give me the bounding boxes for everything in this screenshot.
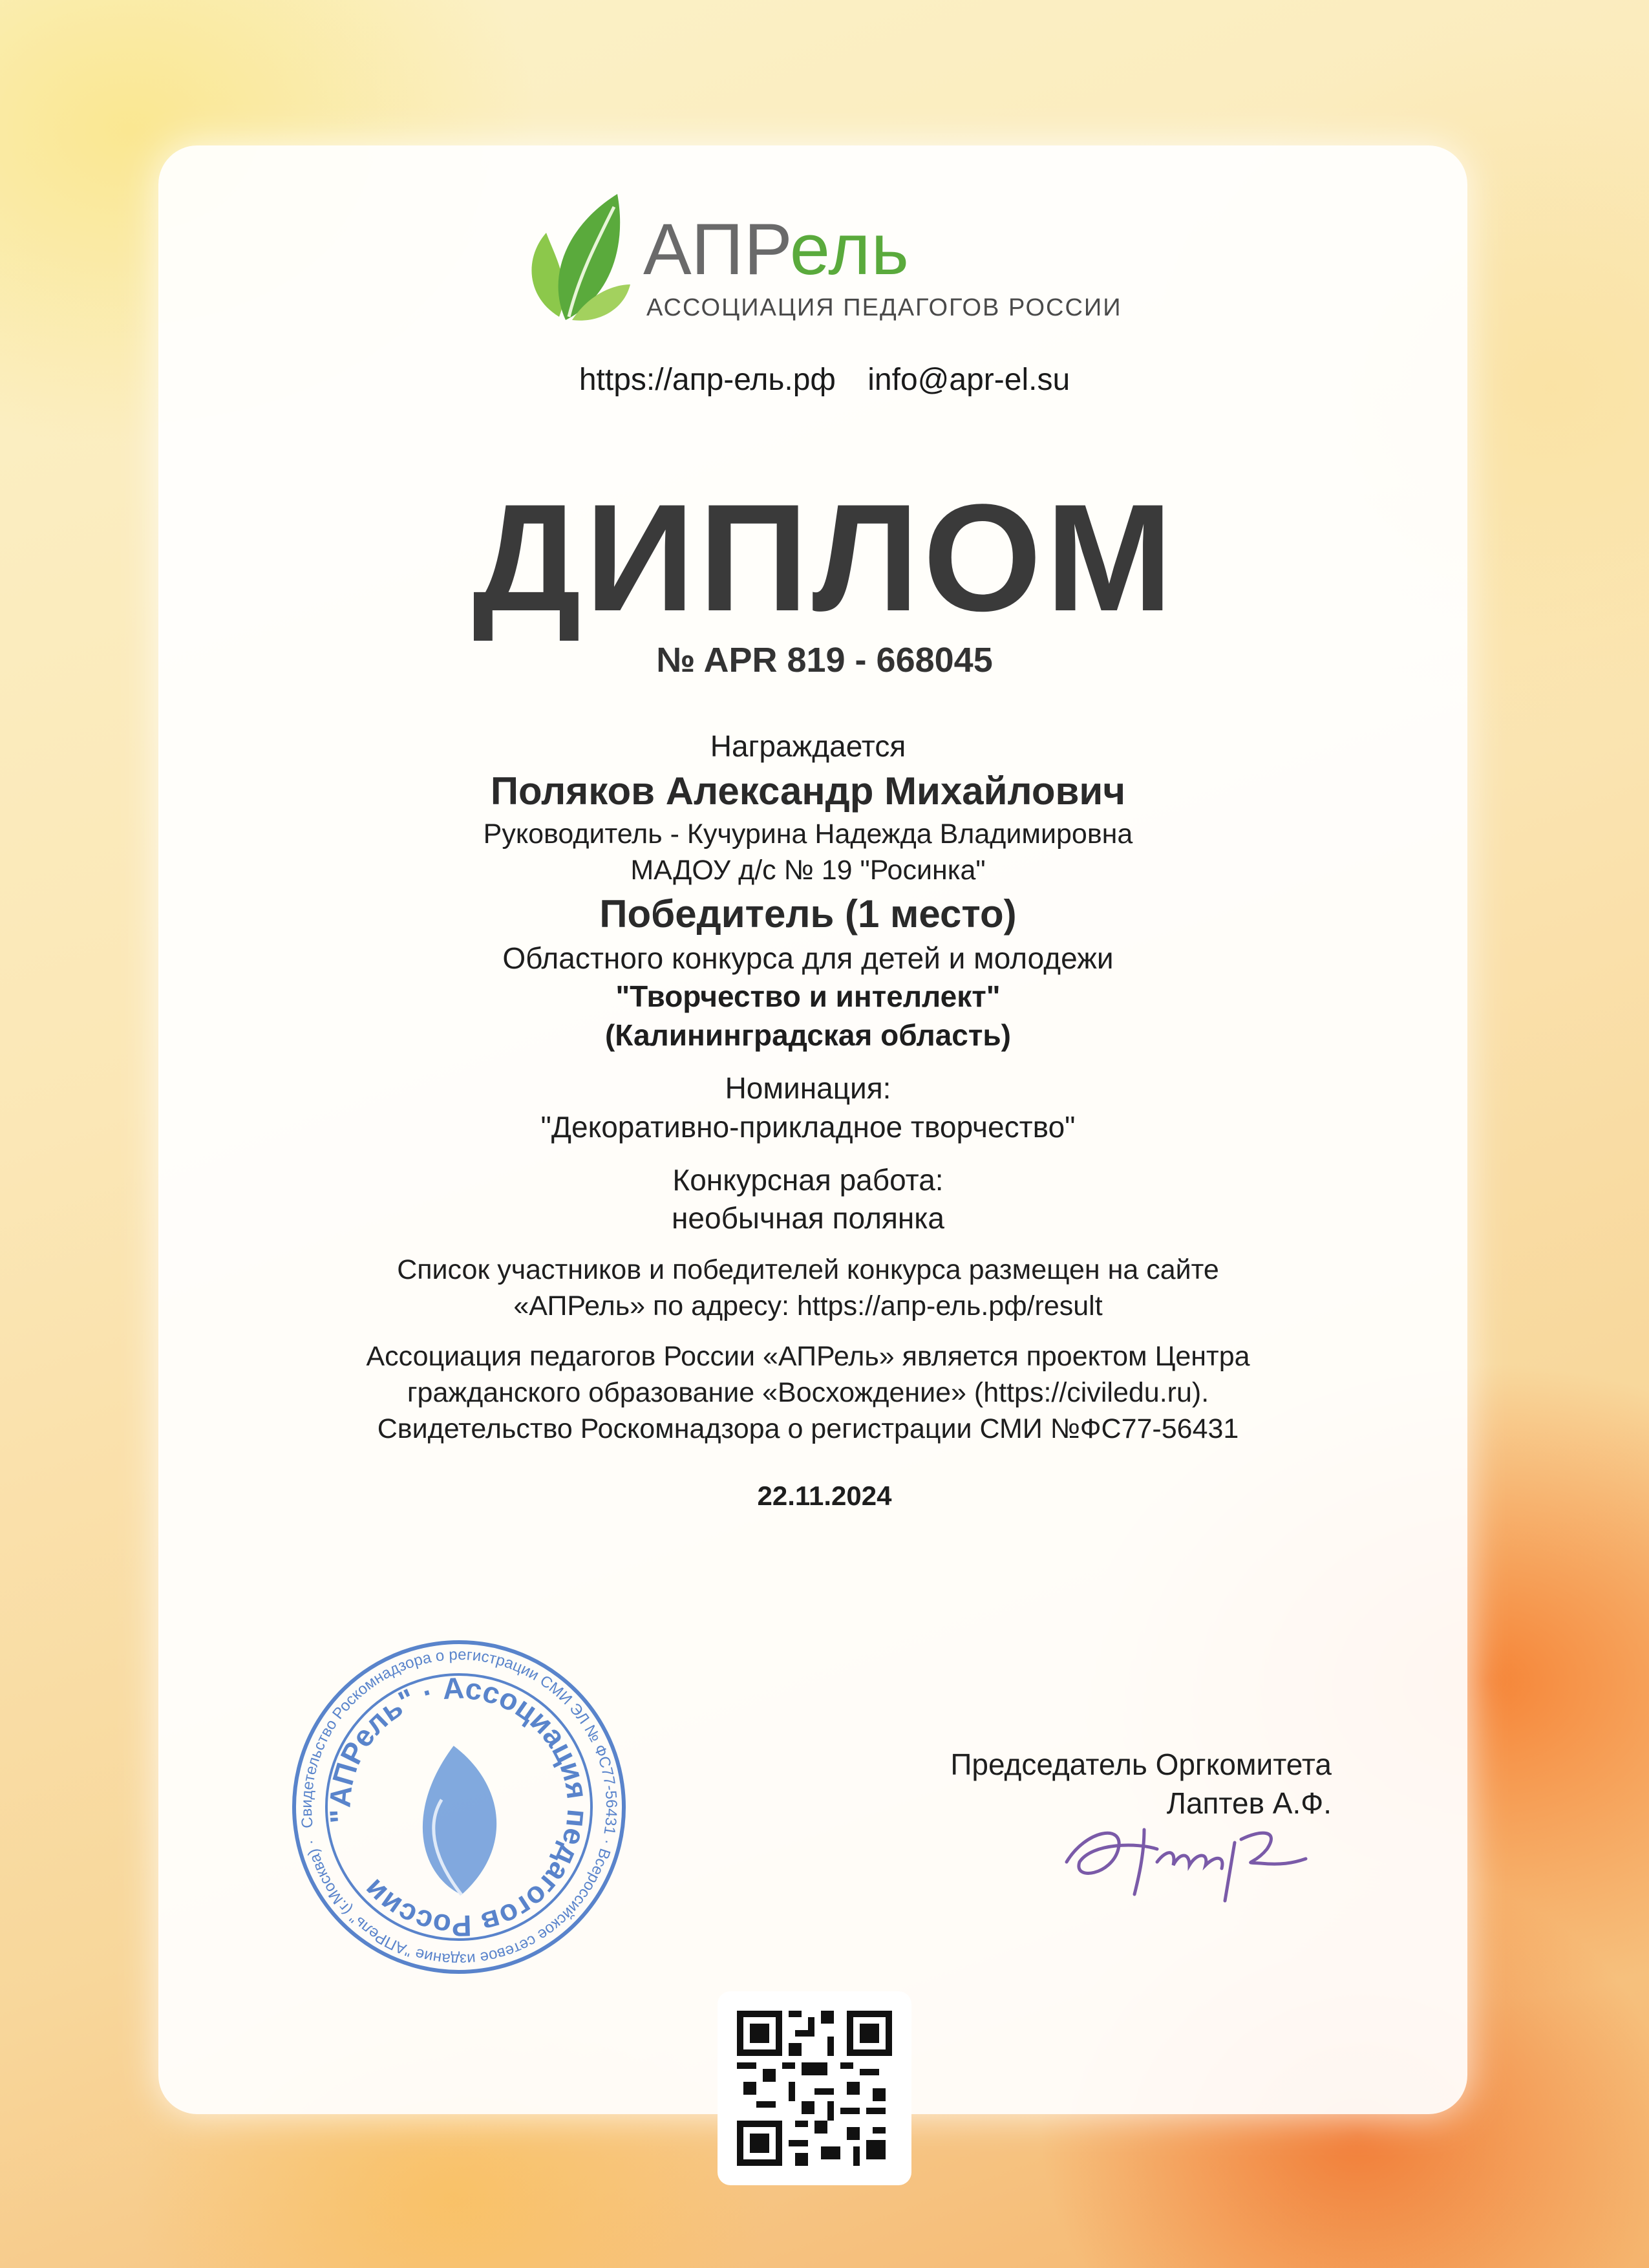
awarded-label: Награждается xyxy=(710,729,906,763)
nomination: "Декоративно-прикладное творчество" xyxy=(540,1109,1076,1144)
work-label: Конкурсная работа: xyxy=(672,1162,944,1197)
institution: МАДОУ д/с № 19 "Росинка" xyxy=(630,854,986,886)
project-info-line-1: Ассоциация педагогов России «АПРель» является проектом Центра xyxy=(366,1340,1250,1372)
project-info-line-2: гражданского образование «Восхождение» (https://civiledu.ru). xyxy=(407,1376,1209,1408)
work-title: необычная полянка xyxy=(672,1201,944,1236)
apr-logo xyxy=(520,187,1134,336)
diploma-number: № APR 819 - 668045 xyxy=(656,641,993,679)
qr-code[interactable] xyxy=(718,1991,911,2185)
email-link[interactable]: info@apr-el.su xyxy=(867,363,1070,397)
stamp-outer-text: Свидетельство Роскомнадзора о регистрации СМИ ЭЛ № ФС77-56431 · Всероссийское сетевое издание "АПРель" (г.Москва) · xyxy=(297,1645,621,1969)
signatory-position: Председатель Оргкомитета xyxy=(950,1748,1332,1781)
official-stamp xyxy=(266,1614,653,2001)
logo-subtitle: АССОЦИАЦИЯ ПЕДАГОГОВ РОССИИ xyxy=(646,294,1122,321)
logo-name: АПРель xyxy=(643,209,910,290)
diploma-title: ДИПЛОМ xyxy=(472,473,1177,643)
stamp-inner-text: "АПРель" · Ассоциация педагогов России xyxy=(323,1671,595,1943)
issue-date: 22.11.2024 xyxy=(757,1481,892,1511)
handwritten-signature xyxy=(1047,1804,1319,1914)
project-info-line-3: Свидетельство Роскомнадзора о регистрации СМИ №ФС77-56431 xyxy=(377,1413,1239,1444)
supervisor: Руководитель - Кучурина Надежда Владимировна xyxy=(483,818,1133,850)
contacts xyxy=(0,362,1649,398)
contest-name: "Творчество и интеллект" xyxy=(615,979,1001,1014)
results-list-line-2: «АПРель» по адресу: https://апр-ель.рф/result xyxy=(513,1290,1103,1322)
award-text xyxy=(194,727,1422,1448)
nomination-label: Номинация: xyxy=(725,1071,891,1105)
results-list-line-1: Список участников и победителей конкурса размещен на сайте xyxy=(397,1254,1219,1286)
result: Победитель (1 место) xyxy=(599,892,1017,936)
recipient-name: Поляков Александр Михайлович xyxy=(490,769,1126,813)
region: (Калининградская область) xyxy=(604,1018,1011,1053)
leaf-logo-icon xyxy=(520,187,633,330)
signatory-name: Лаптев А.Ф. xyxy=(1166,1786,1332,1820)
website-link[interactable]: https://апр-ель.рф xyxy=(579,363,836,397)
qr-code-icon xyxy=(737,2011,892,2166)
contest-line: Областного конкурса для детей и молодежи xyxy=(502,941,1114,975)
